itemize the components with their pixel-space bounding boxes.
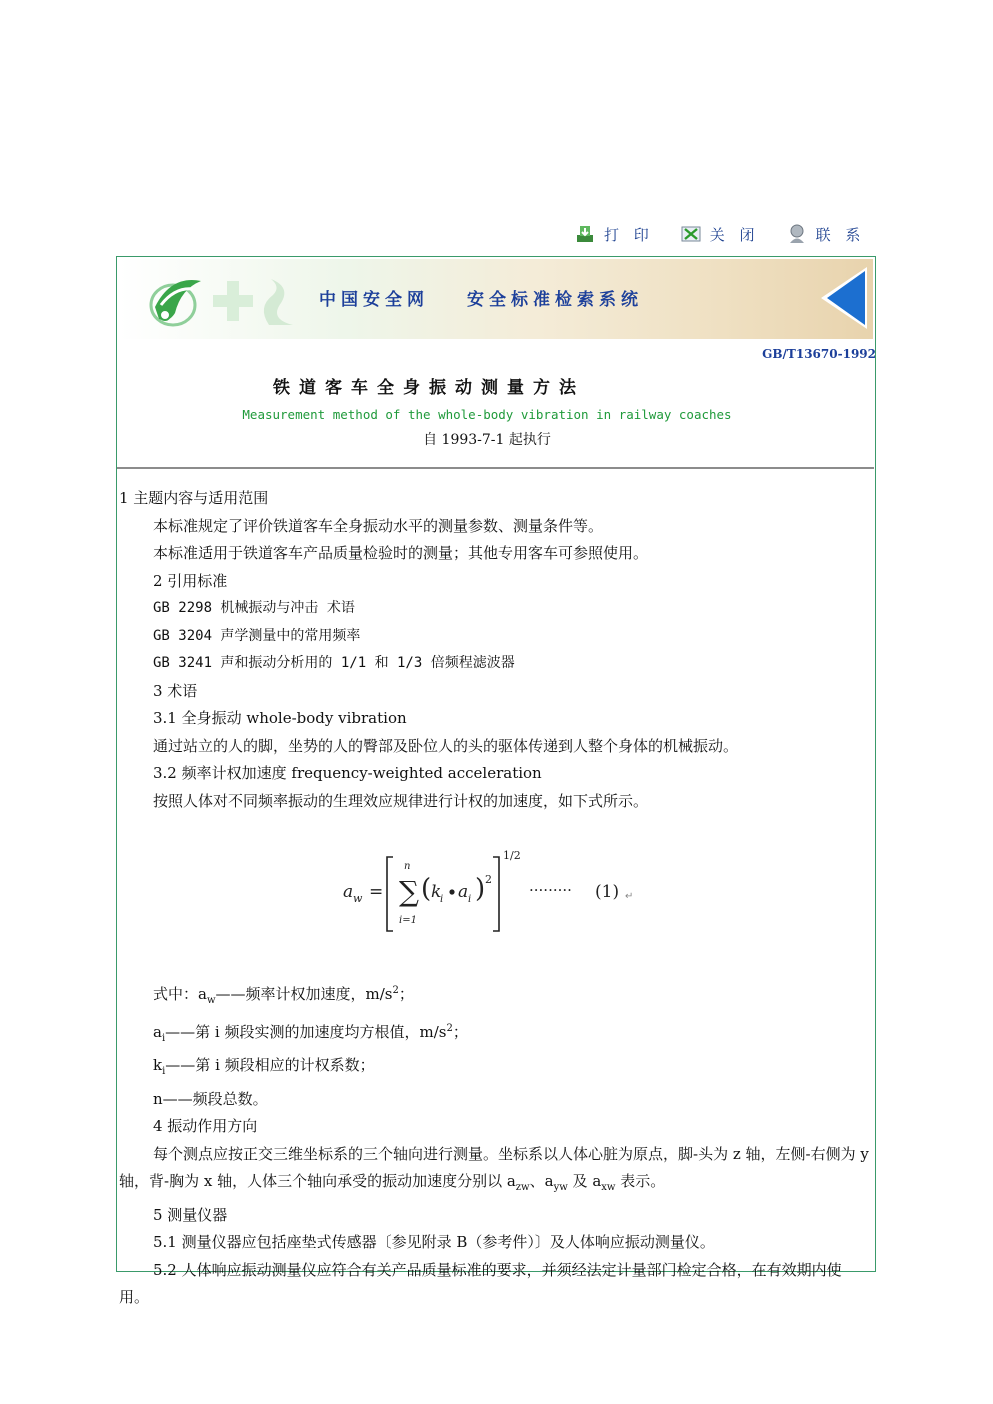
triangle-arrow-icon[interactable] [821, 267, 867, 329]
standard-number: GB/T13670-1992 [762, 347, 876, 361]
term-heading: 3.1 全身振动 whole-body vibration [153, 709, 407, 727]
svg-text:(: ( [421, 874, 432, 904]
document-title: 铁道客车全身振动测量方法 [273, 378, 585, 398]
term-heading: 3.2 频率计权加速度 frequency-weighted acceleration [153, 764, 542, 782]
formula-a: a [458, 882, 469, 902]
formula-sum-top: n [404, 861, 411, 872]
system-name: 安全标准检索系统 [467, 290, 643, 310]
print-icon [574, 223, 596, 245]
formula-square: 2 [485, 873, 492, 886]
effective-date: 自 1993-7-1 起执行 [423, 432, 551, 448]
contact-button[interactable] [786, 223, 866, 245]
formula-lhs-sub: w [353, 892, 363, 905]
formula-mark: ↵ [625, 891, 634, 902]
svg-text:∑: ∑ [399, 875, 419, 908]
toolbar [574, 220, 891, 248]
contact-icon [786, 223, 808, 245]
paragraph: 通过站立的人的脚，坐势的人的臀部及卧位人的头的驱体传递到人整个身体的机械振动。 [153, 736, 739, 755]
paragraph: 本标准规定了评价铁道客车全身振动水平的测量参数、测量条件等。 [153, 516, 604, 535]
formula-variable: $k_i——$第 i 频段相应的计权系数； [153, 1056, 375, 1077]
print-button[interactable] [574, 223, 654, 245]
formula-equals: = [369, 882, 384, 902]
section-heading: 1 主题内容与适用范围 [119, 489, 269, 507]
reference-item: GB 3241 声和振动分析用的 1/1 和 1/3 倍频程滤波器 [153, 655, 515, 671]
site-logo [141, 267, 311, 331]
section-heading: 3 术语 [153, 681, 198, 700]
header-divider [117, 467, 874, 469]
formula-a-sub: i [468, 894, 472, 905]
formula-number: (1) [595, 882, 620, 902]
formula-k-sub: i [440, 894, 444, 905]
formula-k: k [431, 882, 442, 902]
formula-sum-bottom: i=1 [399, 915, 417, 926]
section-heading: 5 测量仪器 [153, 1205, 228, 1224]
section-heading: 4 振动作用方向 [153, 1117, 258, 1135]
formula-dots: ········· [529, 881, 572, 899]
paragraph: 5.1 测量仪器应包括座垫式传感器〔参见附录 B（参考件）〕及人体响应振动测量仪。 [153, 1233, 715, 1251]
site-name: 中国安全网 [319, 290, 429, 310]
formula-lhs: a [343, 882, 354, 902]
formula-variable: 式中：$a_w——$频率计权加速度，$m/s^2$； [153, 985, 414, 1006]
close-icon [680, 223, 702, 245]
document-header [117, 341, 874, 467]
formula-1 [117, 815, 873, 977]
document-body [117, 485, 873, 1312]
close-button[interactable] [680, 223, 760, 245]
document-title-english: Measurement method of the whole-body vibration in railway coaches [242, 407, 732, 422]
formula-power: 1/2 [503, 849, 521, 862]
svg-text:): ) [475, 874, 486, 904]
site-banner [119, 259, 873, 339]
paragraph: 每个测点应按正交三维坐标系的三个轴向进行测量。坐标系以人体心脏为原点，脚-头为 z 轴，左侧-右侧为 y 轴，背-胸为 x 轴，人体三个轴向承受的振动加速度分别以 $a_{zw}$、$a_{yw}$ 及 $a_{xw}$ 表示。 [119, 1144, 869, 1193]
paragraph: 按照人体对不同频率振动的生理效应规律进行计权的加速度，如下式所示。 [153, 791, 649, 810]
section-heading: 2 引用标准 [153, 571, 228, 590]
formula-variable: n——频段总数。 [153, 1089, 268, 1108]
contact-label: 联 系 [815, 225, 866, 244]
close-label: 关 闭 [709, 225, 760, 244]
reference-item: GB 2298 机械振动与冲击 术语 [153, 600, 355, 616]
formula-variable: $a_i——$第 i 频段实测的加速度均方根值，$m/s^2$； [153, 1022, 468, 1044]
formula-graphic [339, 839, 639, 939]
paragraph: 本标准适用于铁道客车产品质量检验时的测量；其他专用客车可参照使用。 [153, 544, 649, 562]
reference-item: GB 3204 声学测量中的常用频率 [153, 627, 361, 644]
document-frame [116, 256, 876, 1306]
paragraph: 5.2 人体响应振动测量仪应符合有关产品质量标准的要求，并须经法定计量部门检定合格，在有效期内使用。 [119, 1260, 842, 1306]
print-label: 打 印 [604, 225, 654, 244]
